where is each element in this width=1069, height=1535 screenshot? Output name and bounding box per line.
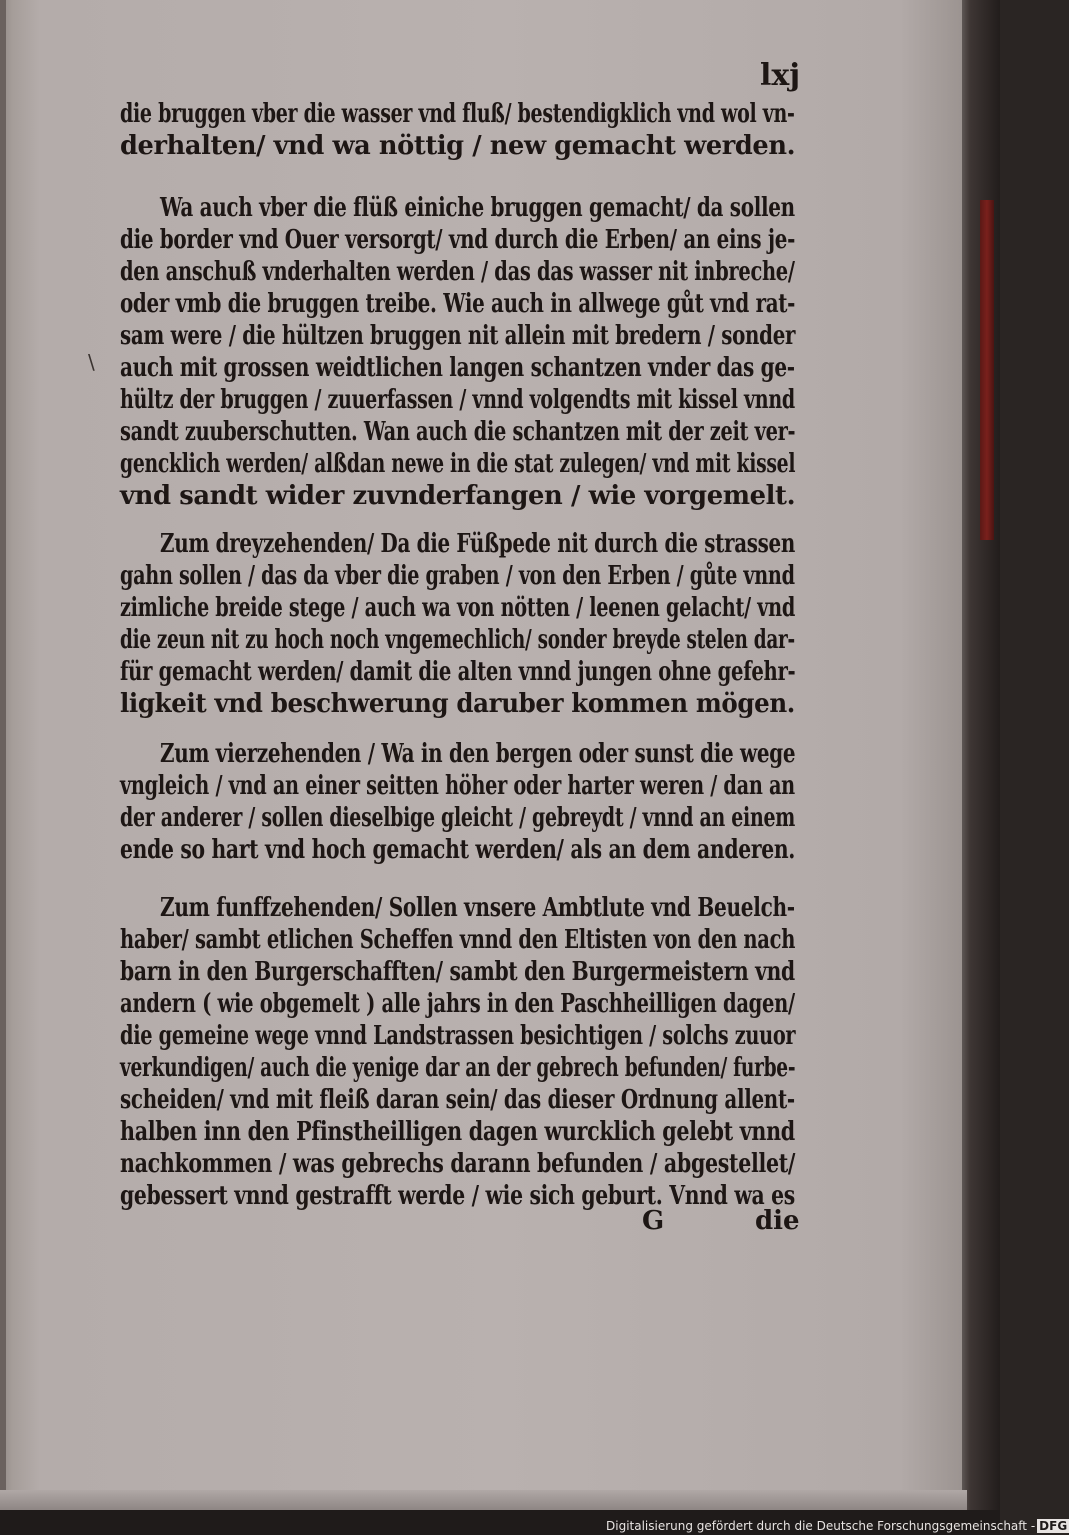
text-line: ende so hart vnd hoch gemacht werden/ als an dem anderen. bbox=[120, 835, 796, 865]
text-line: Zum funffzehenden/ Sollen vnsere Ambtlute vnd Beuelch- bbox=[160, 893, 795, 923]
text-line: sam were / die hültzen bruggen nit allein mit bredern / sonder bbox=[120, 321, 796, 351]
digitization-footer bbox=[606, 1519, 1069, 1533]
folio-number: lxj bbox=[760, 58, 801, 93]
text-line: andern ( wie obgemelt ) alle jahrs in den Paschheilligen dagen/ bbox=[120, 989, 795, 1019]
text-line: verkundigen/ auch die yenige dar an der gebrech befunden/ furbe- bbox=[120, 1053, 796, 1083]
footer-text: Digitalisierung gefördert durch die Deutsche Forschungsgemeinschaft - bbox=[606, 1519, 1036, 1533]
text-line: gahn sollen / das da vber die graben / von den Erben / gůte vnnd bbox=[120, 561, 795, 591]
text-line: gencklich werden/ alßdan newe in die stat zulegen/ vnd mit kissel bbox=[120, 449, 796, 479]
text-line: scheiden/ vnd mit fleiß daran sein/ das dieser Ordnung allent- bbox=[120, 1085, 795, 1115]
text-line: Zum dreyzehenden/ Da die Füßpede nit durch die strassen bbox=[160, 529, 796, 559]
text-line: die bruggen vber die wasser vnd fluß/ bestendigklich vnd wol vn- bbox=[120, 99, 795, 129]
binding-ribbon bbox=[980, 200, 994, 540]
text-line: auch mit grossen weidtlichen langen schantzen vnder das ge- bbox=[120, 353, 795, 383]
text-line: den anschuß vnderhalten werden / das das wasser nit inbreche/ bbox=[120, 257, 795, 287]
margin-mark: \ bbox=[88, 350, 95, 374]
text-line: ligkeit vnd beschwerung daruber kommen mögen. bbox=[120, 689, 795, 719]
text-line: die gemeine wege vnnd Landstrassen besichtigen / solchs zuuor bbox=[120, 1021, 796, 1051]
text-line: vngleich / vnd an einer seitten höher oder harter weren / dan an bbox=[120, 771, 795, 801]
text-line: halben inn den Pfinstheilligen dagen wurcklich gelebt vnnd bbox=[120, 1117, 795, 1147]
text-line: die border vnd Ouer versorgt/ vnd durch die Erben/ an eins je- bbox=[120, 225, 796, 255]
text-line: zimliche breide stege / auch wa von nötten / leenen gelacht/ vnd bbox=[120, 593, 796, 623]
text-line: sandt zuuberschutten. Wan auch die schantzen mit der zeit ver- bbox=[120, 417, 796, 447]
text-line: Zum vierzehenden / Wa in den bergen oder sunst die wege bbox=[160, 739, 796, 769]
text-line: haber/ sambt etlichen Scheffen vnnd den Eltisten von den nach bbox=[120, 925, 796, 955]
text-line: Wa auch vber die flüß einiche bruggen gemacht/ da sollen bbox=[160, 193, 795, 223]
page-gutter bbox=[0, 0, 6, 1510]
dfg-logo: DFG bbox=[1039, 1519, 1068, 1533]
signature-mark: G bbox=[642, 1206, 665, 1236]
text-line: vnd sandt wider zuvnderfangen / wie vorgemelt. bbox=[120, 481, 796, 511]
page-bottom-edge bbox=[0, 1490, 967, 1510]
catchword: die bbox=[755, 1206, 800, 1236]
text-line: gebessert vnnd gestrafft werde / wie sich geburt. Vnnd wa es bbox=[120, 1181, 795, 1211]
text-line: nachkommen / was gebrechs darann befunden / abgestellet/ bbox=[120, 1149, 796, 1179]
text-line: für gemacht werden/ damit die alten vnnd jungen ohne gefehr- bbox=[120, 657, 796, 687]
text-line: hültz der bruggen / zuuerfassen / vnnd volgendts mit kissel vnnd bbox=[120, 385, 795, 415]
text-line: barn in den Burgerschafften/ sambt den Burgermeistern vnd bbox=[120, 957, 795, 987]
text-line: der anderer / sollen dieselbige gleicht / gebreydt / vnnd an einem bbox=[120, 803, 795, 833]
text-line: derhalten/ vnd wa nöttig / new gemacht werden. bbox=[120, 131, 796, 161]
text-line: oder vmb die bruggen treibe. Wie auch in allwege gůt vnd rat- bbox=[120, 289, 796, 319]
text-line: die zeun nit zu hoch noch vngemechlich/ sonder breyde stelen dar- bbox=[120, 625, 795, 655]
